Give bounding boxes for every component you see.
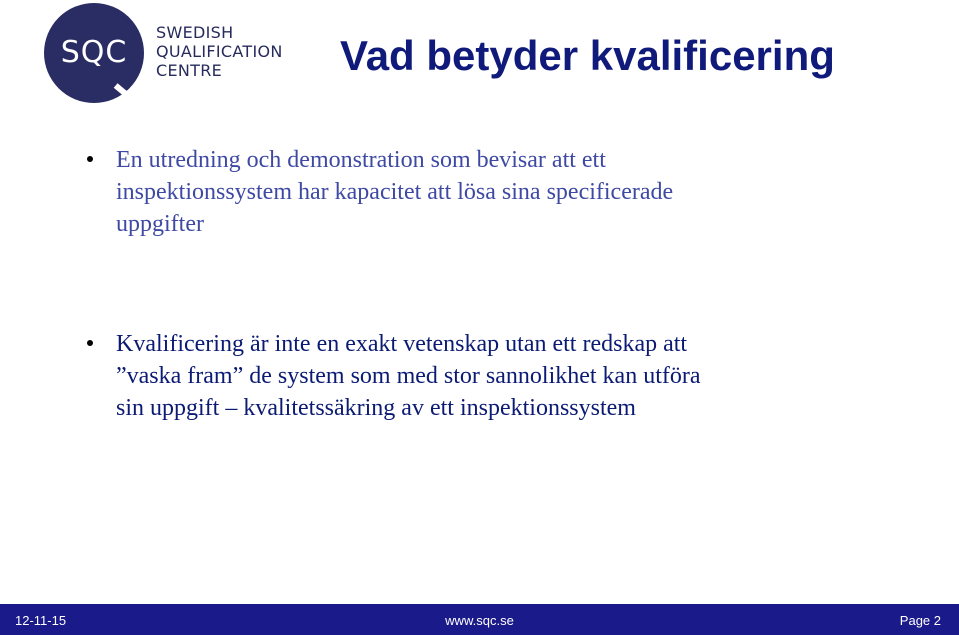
- logo-word-swedish: SWEDISH: [156, 23, 234, 42]
- bullet-dot-icon: [87, 156, 93, 162]
- footer-date: 12-11-15: [15, 613, 67, 628]
- bullet-line: inspektionssystem har kapacitet att lösa sina specificerade: [116, 179, 674, 205]
- bullet-line: uppgifter: [116, 211, 204, 237]
- bullet-text: [116, 328, 876, 424]
- bullet-line: En utredning och demonstration som bevisar att ett: [116, 147, 606, 173]
- logo-word-qualification: QUALIFICATION: [156, 42, 283, 61]
- logo-word-centre: CENTRE: [156, 61, 223, 80]
- logo-badge-text: SQC: [60, 35, 128, 70]
- sqc-logo: [44, 3, 284, 107]
- bullet-line: sin uppgift – kvalitetssäkring av ett inspektionssystem: [116, 395, 636, 421]
- footer-url: www.sqc.se: [445, 613, 514, 628]
- footer-page-number: Page 2: [899, 613, 941, 628]
- bullet-dot-icon: [87, 340, 93, 346]
- footer-bar: [0, 604, 959, 635]
- bullet-line: ”vaska fram” de system som med stor sannolikhet kan utföra: [116, 363, 701, 389]
- bullet-line: Kvalificering är inte en exakt vetenskap utan ett redskap att: [116, 331, 688, 357]
- bullet-text: [116, 144, 876, 240]
- page-title: Vad betyder kvalificering: [340, 32, 835, 79]
- logo-wordmark: [156, 23, 286, 80]
